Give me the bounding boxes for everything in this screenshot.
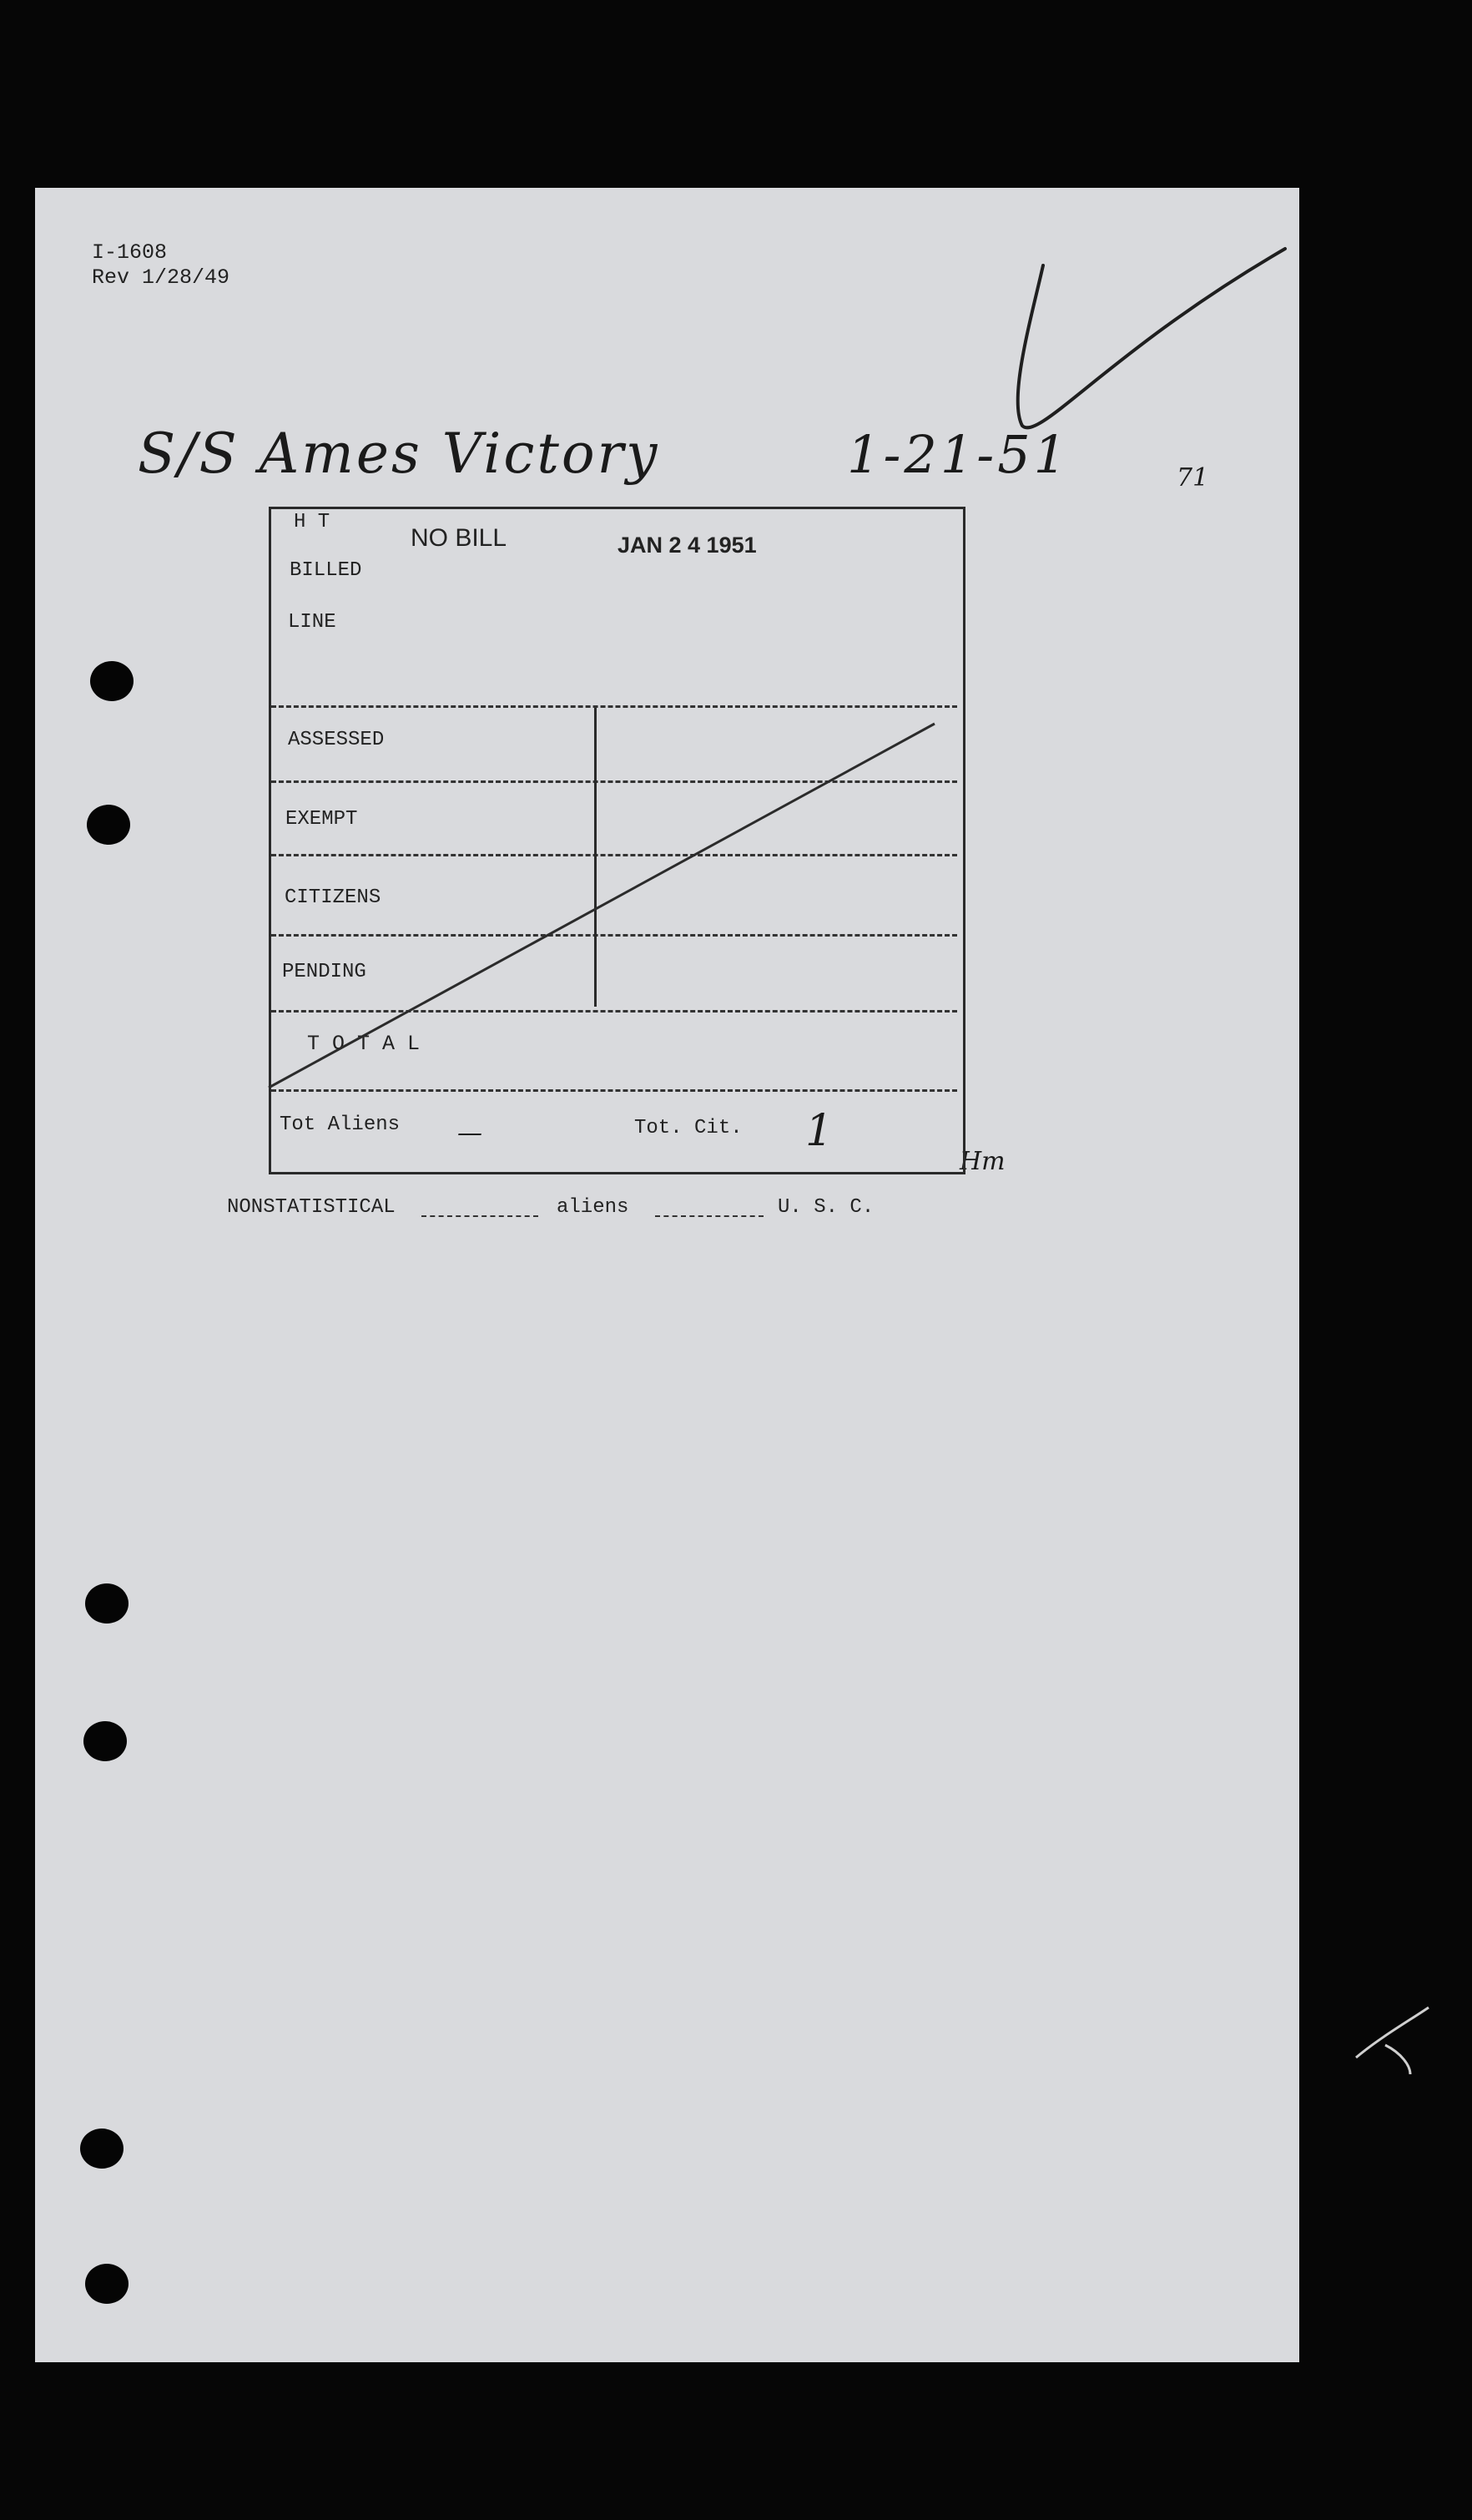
date-stamp: JAN 2 4 1951 (618, 533, 757, 558)
row-label-citizens: CITIZENS (285, 886, 381, 909)
nonstatistical-label: NONSTATISTICAL (227, 1196, 396, 1219)
page-number-handwritten: 71 (1177, 463, 1209, 492)
row-label-exempt: EXEMPT (285, 808, 358, 831)
form-number-code: I-1608 (92, 240, 168, 265)
no-bill-stamp: NO BILL (411, 524, 507, 552)
header-label-billed: BILLED (290, 559, 362, 582)
tot-aliens-label: Tot Aliens (280, 1114, 401, 1136)
diagonal-cancel-line (269, 724, 935, 1088)
row-label-pending: PENDING (282, 961, 366, 983)
tot-cit-label: Tot. Cit. (634, 1117, 743, 1139)
stray-mark (1356, 2007, 1429, 2074)
vessel-name-handwritten: S/S Ames Victory (138, 422, 660, 486)
initials-handwritten: Hm (960, 1147, 1006, 1176)
form-revision: Rev 1/28/49 (92, 265, 230, 290)
check-mark (1018, 249, 1285, 427)
row-label-assessed: ASSESSED (288, 729, 385, 751)
tot-aliens-value: — (457, 1119, 482, 1148)
aliens-label: aliens (557, 1196, 629, 1219)
usc-label: U. S. C. (778, 1196, 875, 1219)
row-label-total: T O T A L (307, 1032, 421, 1056)
tot-cit-value: 1 (805, 1106, 834, 1156)
header-label-line: LINE (288, 611, 336, 634)
arrival-date-handwritten: 1-21-51 (847, 424, 1071, 485)
header-label-ht: H T (294, 511, 330, 533)
